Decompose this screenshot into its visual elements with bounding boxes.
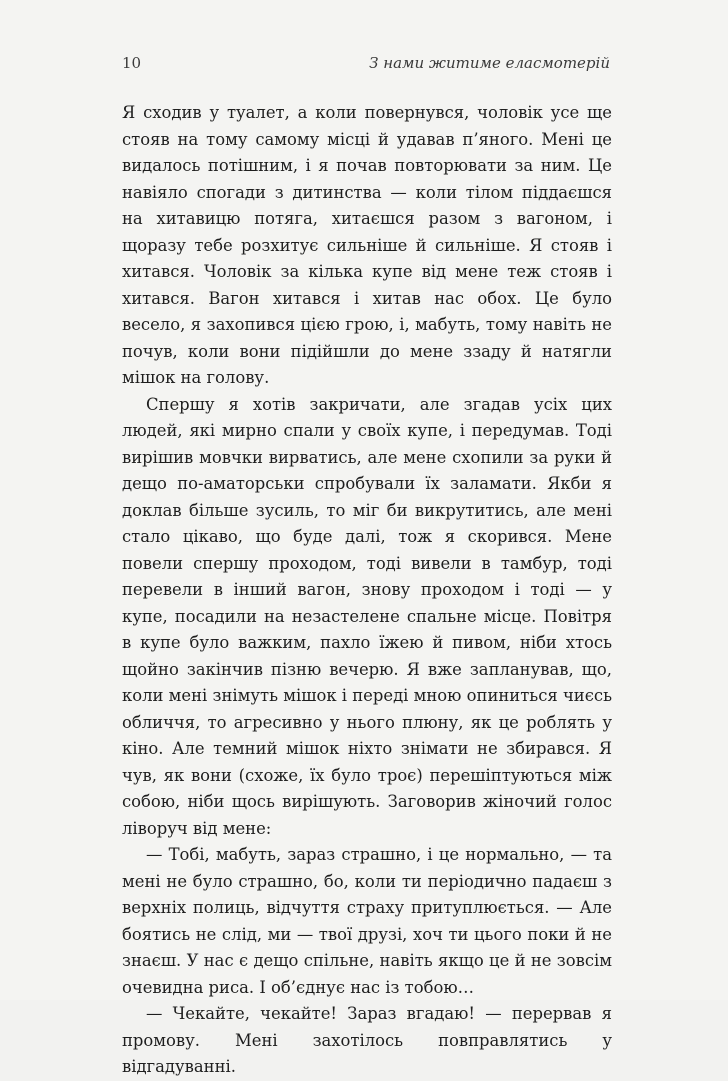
paragraph-3: — Тобі, мабуть, зараз страшно, і це нормально, — та мені не було страшно, бо, коли ти періодично падаєш з верхніх полиць, відчуття страху притуплюється. — Але боятись не слід, ми — твої друзі, хоч ти цього поки й не знаєш. У нас є дещо спільне, навіть якщо це й не зовсім очевидна риса. І об’єднує нас із тобою… — [122, 845, 612, 997]
page-header — [122, 54, 610, 76]
paragraph-4: — Чекайте, чекайте! Зараз вгадаю! — перервав я промову. Мені захотілось повправлятись у відгадуванні. — [122, 1004, 612, 1076]
running-title: З нами житиме еласмотерій — [369, 54, 610, 72]
page-number: 10 — [122, 54, 142, 72]
paragraph-1: Я сходив у туалет, а коли повернувся, чоловік усе ще стояв на тому самому місці й удавав п’яного. Мені це видалось потішним, і я почав повторювати за ним. Це навіяло спогади з дитинства — коли тілом піддаєшся на хитавицю потяга, хитаєшся разом з вагоном, і щоразу тебе розхитує сильніше й сильніше. Я стояв і хитався. Чоловік за кілька купе від мене теж стояв і хитався. Вагон хитався і хитав нас обох. Це було весело, я захопився цією грою, і, мабуть, тому навіть не почув, коли вони підійшли до мене ззаду й натягли мішок на голову. — [122, 103, 612, 387]
body-text — [122, 100, 612, 1081]
paragraph-2: Спершу я хотів закричати, але згадав усіх цих людей, які мирно спали у своїх купе, і передумав. Тоді вирішив мовчки вирватись, але мене схопили за руки й дещо по-аматорськи спробували їх заламати. Якби я доклав більше зусиль, то міг би викрутитись, але мені стало цікаво, що буде далі, тож я скорився. Мене повели спершу проходом, тоді вивели в тамбур, тоді перевели в інший вагон, знову проходом і тоді — у купе, посадили на незастелене спальне місце. Повітря в купе було важким, пахло їжею й пивом, ніби хтось щойно закінчив пізню вечерю. Я вже запланував, що, коли мені знімуть мішок і переді мною опиниться чиєсь обличчя, то агресивно у нього плюну, як це роблять у кіно. Але темний мішок ніхто знімати не збирався. Я чув, як вони (схоже, їх було троє) перешіптуються між собою, ніби щось вирішують. Заговорив жіночий голос ліворуч від мене: — [122, 394, 612, 838]
